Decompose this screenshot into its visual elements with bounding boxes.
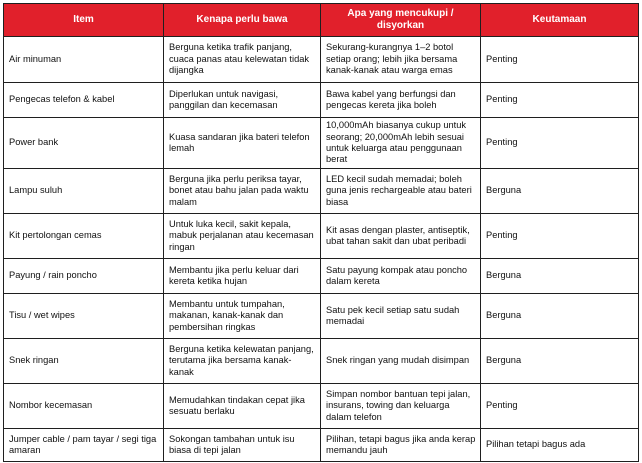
table-row (4, 37, 639, 83)
cell-item: Nombor kecemasan (4, 384, 164, 429)
checklist-table-wrapper (3, 3, 639, 462)
cell-item: Snek ringan (4, 339, 164, 384)
cell-priority: Berguna (481, 259, 639, 294)
table-row (4, 118, 639, 169)
table-row (4, 429, 639, 462)
checklist-table (3, 3, 639, 462)
cell-item: Pengecas telefon & kabel (4, 83, 164, 118)
cell-priority: Berguna (481, 339, 639, 384)
cell-recommended: Satu pek kecil setiap satu sudah memadai (321, 294, 481, 339)
table-row (4, 339, 639, 384)
cell-priority: Penting (481, 83, 639, 118)
header-priority: Keutamaan (481, 4, 639, 37)
table-row (4, 384, 639, 429)
cell-priority: Berguna (481, 169, 639, 214)
cell-item: Jumper cable / pam tayar / segi tiga amaran (4, 429, 164, 462)
cell-priority: Pilihan tetapi bagus ada (481, 429, 639, 462)
cell-recommended: LED kecil sudah memadai; boleh guna jenis rechargeable atau bateri biasa (321, 169, 481, 214)
cell-recommended: Bawa kabel yang berfungsi dan pengecas kereta jika boleh (321, 83, 481, 118)
cell-reason: Membantu untuk tumpahan, makanan, kanak-kanak dan pembersihan ringkas (164, 294, 321, 339)
cell-reason: Kuasa sandaran jika bateri telefon lemah (164, 118, 321, 169)
table-row (4, 294, 639, 339)
cell-reason: Berguna ketika kelewatan panjang, terutama jika bersama kanak-kanak (164, 339, 321, 384)
cell-priority: Penting (481, 384, 639, 429)
cell-recommended: Kit asas dengan plaster, antiseptik, ubat tahan sakit dan ubat peribadi (321, 214, 481, 259)
header-reason: Kenapa perlu bawa (164, 4, 321, 37)
cell-reason: Berguna jika perlu periksa tayar, bonet atau bahu jalan pada waktu malam (164, 169, 321, 214)
cell-recommended: Pilihan, tetapi bagus jika anda kerap memandu jauh (321, 429, 481, 462)
cell-priority: Penting (481, 37, 639, 83)
cell-recommended: Sekurang-kurangnya 1–2 botol setiap orang; lebih jika bersama kanak-kanak atau warga emas (321, 37, 481, 83)
cell-recommended: 10,000mAh biasanya cukup untuk seorang; 20,000mAh lebih sesuai untuk keluarga atau penggunaan berat (321, 118, 481, 169)
cell-item: Tisu / wet wipes (4, 294, 164, 339)
header-recommended: Apa yang mencukupi / disyorkan (321, 4, 481, 37)
cell-recommended: Snek ringan yang mudah disimpan (321, 339, 481, 384)
cell-recommended: Satu payung kompak atau poncho dalam kereta (321, 259, 481, 294)
cell-priority: Berguna (481, 294, 639, 339)
cell-reason: Diperlukan untuk navigasi, panggilan dan kecemasan (164, 83, 321, 118)
table-row (4, 169, 639, 214)
header-item: Item (4, 4, 164, 37)
cell-reason: Memudahkan tindakan cepat jika sesuatu berlaku (164, 384, 321, 429)
table-header-row (4, 4, 639, 37)
cell-priority: Penting (481, 214, 639, 259)
cell-reason: Untuk luka kecil, sakit kepala, mabuk perjalanan atau kecemasan ringan (164, 214, 321, 259)
table-row (4, 83, 639, 118)
cell-item: Power bank (4, 118, 164, 169)
cell-recommended: Simpan nombor bantuan tepi jalan, insurans, towing dan keluarga dalam telefon (321, 384, 481, 429)
cell-reason: Sokongan tambahan untuk isu biasa di tepi jalan (164, 429, 321, 462)
cell-item: Payung / rain poncho (4, 259, 164, 294)
table-row (4, 259, 639, 294)
cell-reason: Membantu jika perlu keluar dari kereta ketika hujan (164, 259, 321, 294)
cell-item: Kit pertolongan cemas (4, 214, 164, 259)
table-row (4, 214, 639, 259)
cell-priority: Penting (481, 118, 639, 169)
cell-item: Air minuman (4, 37, 164, 83)
cell-item: Lampu suluh (4, 169, 164, 214)
cell-reason: Berguna ketika trafik panjang, cuaca panas atau kelewatan tidak dijangka (164, 37, 321, 83)
